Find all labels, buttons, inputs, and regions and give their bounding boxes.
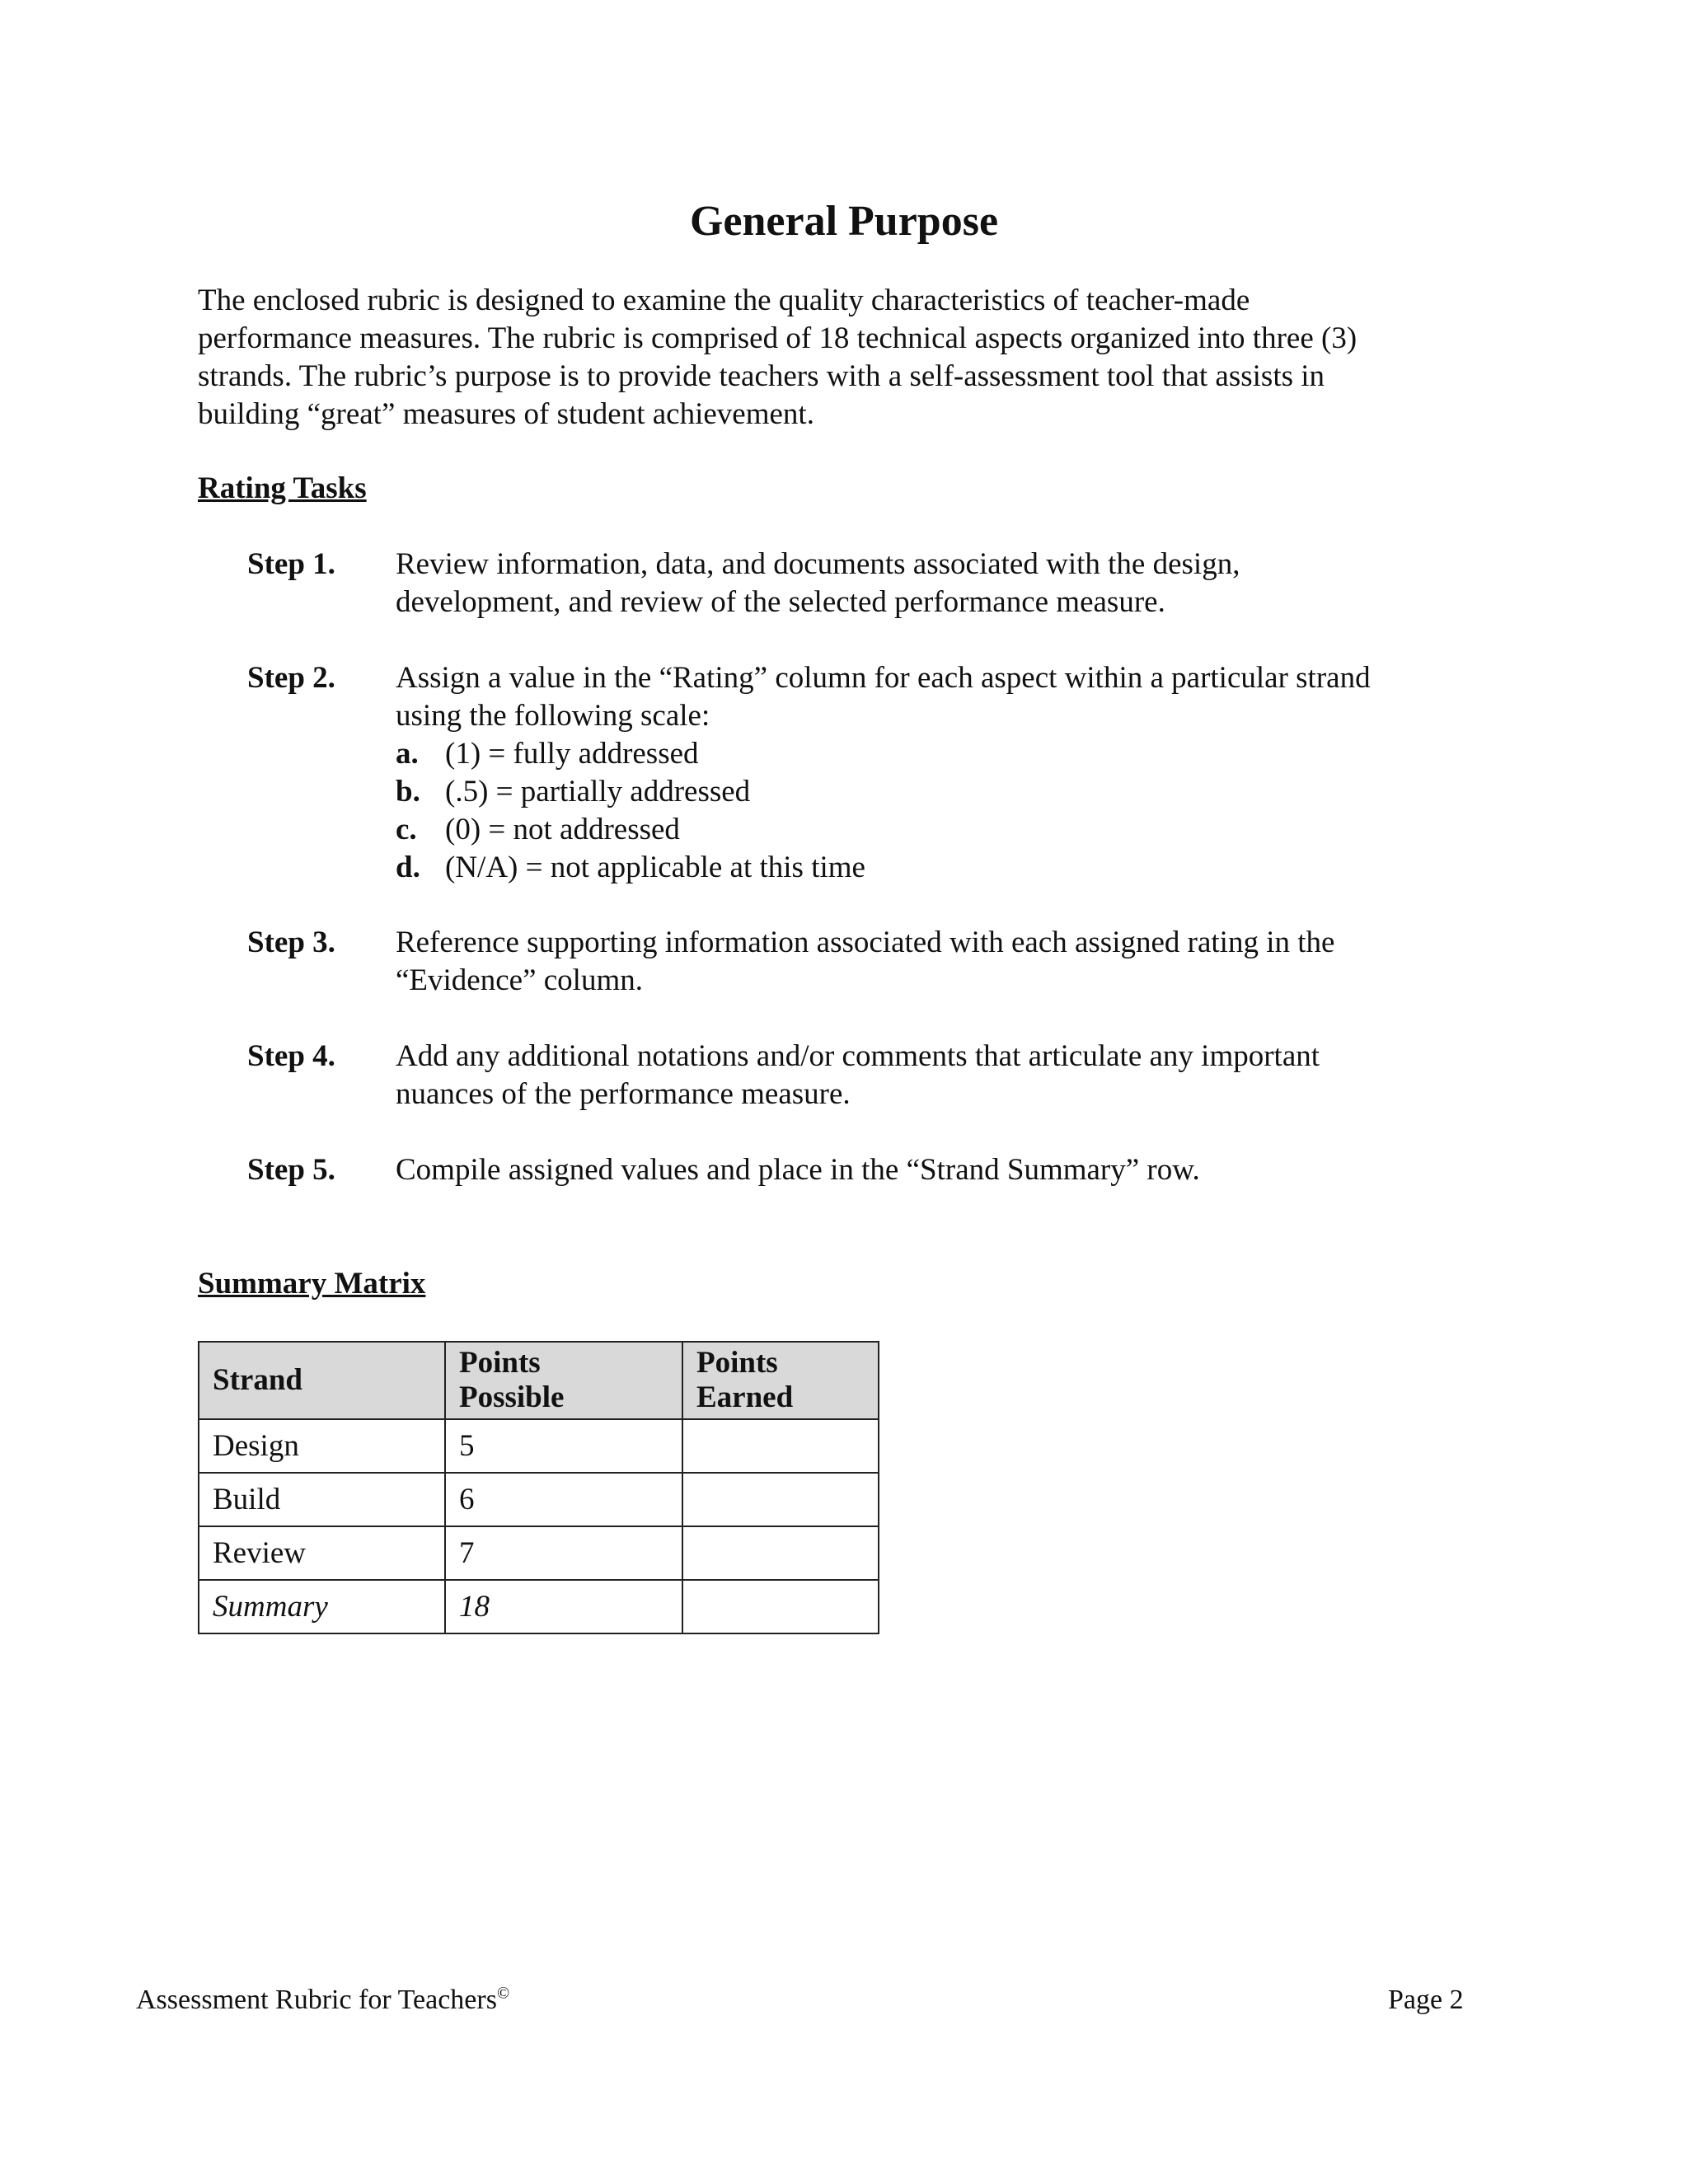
scale-text: (0) = not addressed bbox=[445, 813, 680, 846]
intro-line: building “great” measures of student achievement. bbox=[198, 397, 814, 431]
scale-letter: d. bbox=[396, 851, 420, 884]
header-label-line: Points bbox=[459, 1346, 541, 1380]
cell-possible: 18 bbox=[445, 1580, 682, 1633]
footer-title-text: Assessment Rubric for Teachers bbox=[136, 1985, 497, 2015]
step-label: Step 2. bbox=[247, 661, 335, 695]
step-body bbox=[396, 546, 1550, 621]
scale-letter: a. bbox=[396, 737, 419, 771]
cell-earned[interactable] bbox=[682, 1526, 879, 1580]
scale-item bbox=[396, 735, 1550, 773]
table-row-summary bbox=[199, 1580, 879, 1633]
step-label: Step 1. bbox=[247, 547, 335, 581]
summary-matrix-table bbox=[198, 1341, 879, 1634]
table-row bbox=[199, 1473, 879, 1526]
cell-earned[interactable] bbox=[682, 1419, 879, 1473]
step-line: Add any additional notations and/or comments that articulate any important bbox=[396, 1039, 1320, 1073]
scale-letter: c. bbox=[396, 813, 417, 846]
cell-strand: Review bbox=[199, 1526, 445, 1580]
header-points-earned bbox=[682, 1342, 879, 1419]
cell-possible: 7 bbox=[445, 1526, 682, 1580]
header-points-possible bbox=[445, 1342, 682, 1419]
header-label-line: Points bbox=[696, 1346, 778, 1380]
scale-text: (N/A) = not applicable at this time bbox=[445, 851, 865, 884]
scale-letter: b. bbox=[396, 775, 420, 808]
step-label: Step 5. bbox=[247, 1153, 335, 1187]
cell-strand: Design bbox=[199, 1419, 445, 1473]
step-line: “Evidence” column. bbox=[396, 963, 643, 997]
header-label-line: Earned bbox=[696, 1380, 794, 1414]
table-header-row bbox=[199, 1342, 879, 1419]
scale-text: (1) = fully addressed bbox=[445, 737, 699, 771]
step-body bbox=[396, 924, 1550, 1000]
step-line: using the following scale: bbox=[396, 699, 710, 733]
intro-line: strands. The rubric’s purpose is to provide teachers with a self-assessment tool that assists in bbox=[198, 359, 1325, 393]
summary-matrix-heading: Summary Matrix bbox=[198, 1267, 426, 1301]
header-strand bbox=[199, 1342, 445, 1419]
scale-item bbox=[396, 849, 1550, 887]
page-number: Page 2 bbox=[1388, 1985, 1464, 2015]
cell-strand: Build bbox=[199, 1473, 445, 1526]
header-label-line: Possible bbox=[459, 1380, 565, 1414]
footer-document-title bbox=[136, 1985, 509, 2016]
step-line: development, and review of the selected performance measure. bbox=[396, 585, 1165, 619]
cell-earned[interactable] bbox=[682, 1473, 879, 1526]
rating-tasks-heading: Rating Tasks bbox=[198, 471, 367, 505]
intro-line: performance measures. The rubric is comprised of 18 technical aspects organized into three (3) bbox=[198, 321, 1357, 355]
step-line: Assign a value in the “Rating” column for each aspect within a particular strand bbox=[396, 661, 1371, 695]
header-strand-label: Strand bbox=[213, 1363, 302, 1397]
page-title: General Purpose bbox=[689, 198, 999, 245]
cell-earned[interactable] bbox=[682, 1580, 879, 1633]
step-label: Step 4. bbox=[247, 1039, 335, 1073]
scale-item bbox=[396, 811, 1550, 849]
cell-strand: Summary bbox=[199, 1580, 445, 1633]
intro-line: The enclosed rubric is designed to examine the quality characteristics of teacher-made bbox=[198, 284, 1250, 317]
scale-text: (.5) = partially addressed bbox=[445, 775, 751, 808]
cell-possible: 6 bbox=[445, 1473, 682, 1526]
step-body bbox=[396, 659, 1550, 887]
step-line: nuances of the performance measure. bbox=[396, 1077, 851, 1111]
copyright-mark: © bbox=[496, 1984, 510, 2003]
step-body bbox=[396, 1151, 1550, 1189]
step-label: Step 3. bbox=[247, 926, 335, 959]
step-line: Reference supporting information associated with each assigned rating in the bbox=[396, 926, 1335, 959]
cell-possible: 5 bbox=[445, 1419, 682, 1473]
step-line: Review information, data, and documents associated with the design, bbox=[396, 547, 1240, 581]
scale-item bbox=[396, 773, 1550, 811]
table-row bbox=[199, 1419, 879, 1473]
table-row bbox=[199, 1526, 879, 1580]
step-body bbox=[396, 1038, 1550, 1113]
step-line: Compile assigned values and place in the “Strand Summary” row. bbox=[396, 1153, 1200, 1187]
intro-paragraph bbox=[198, 282, 1484, 434]
